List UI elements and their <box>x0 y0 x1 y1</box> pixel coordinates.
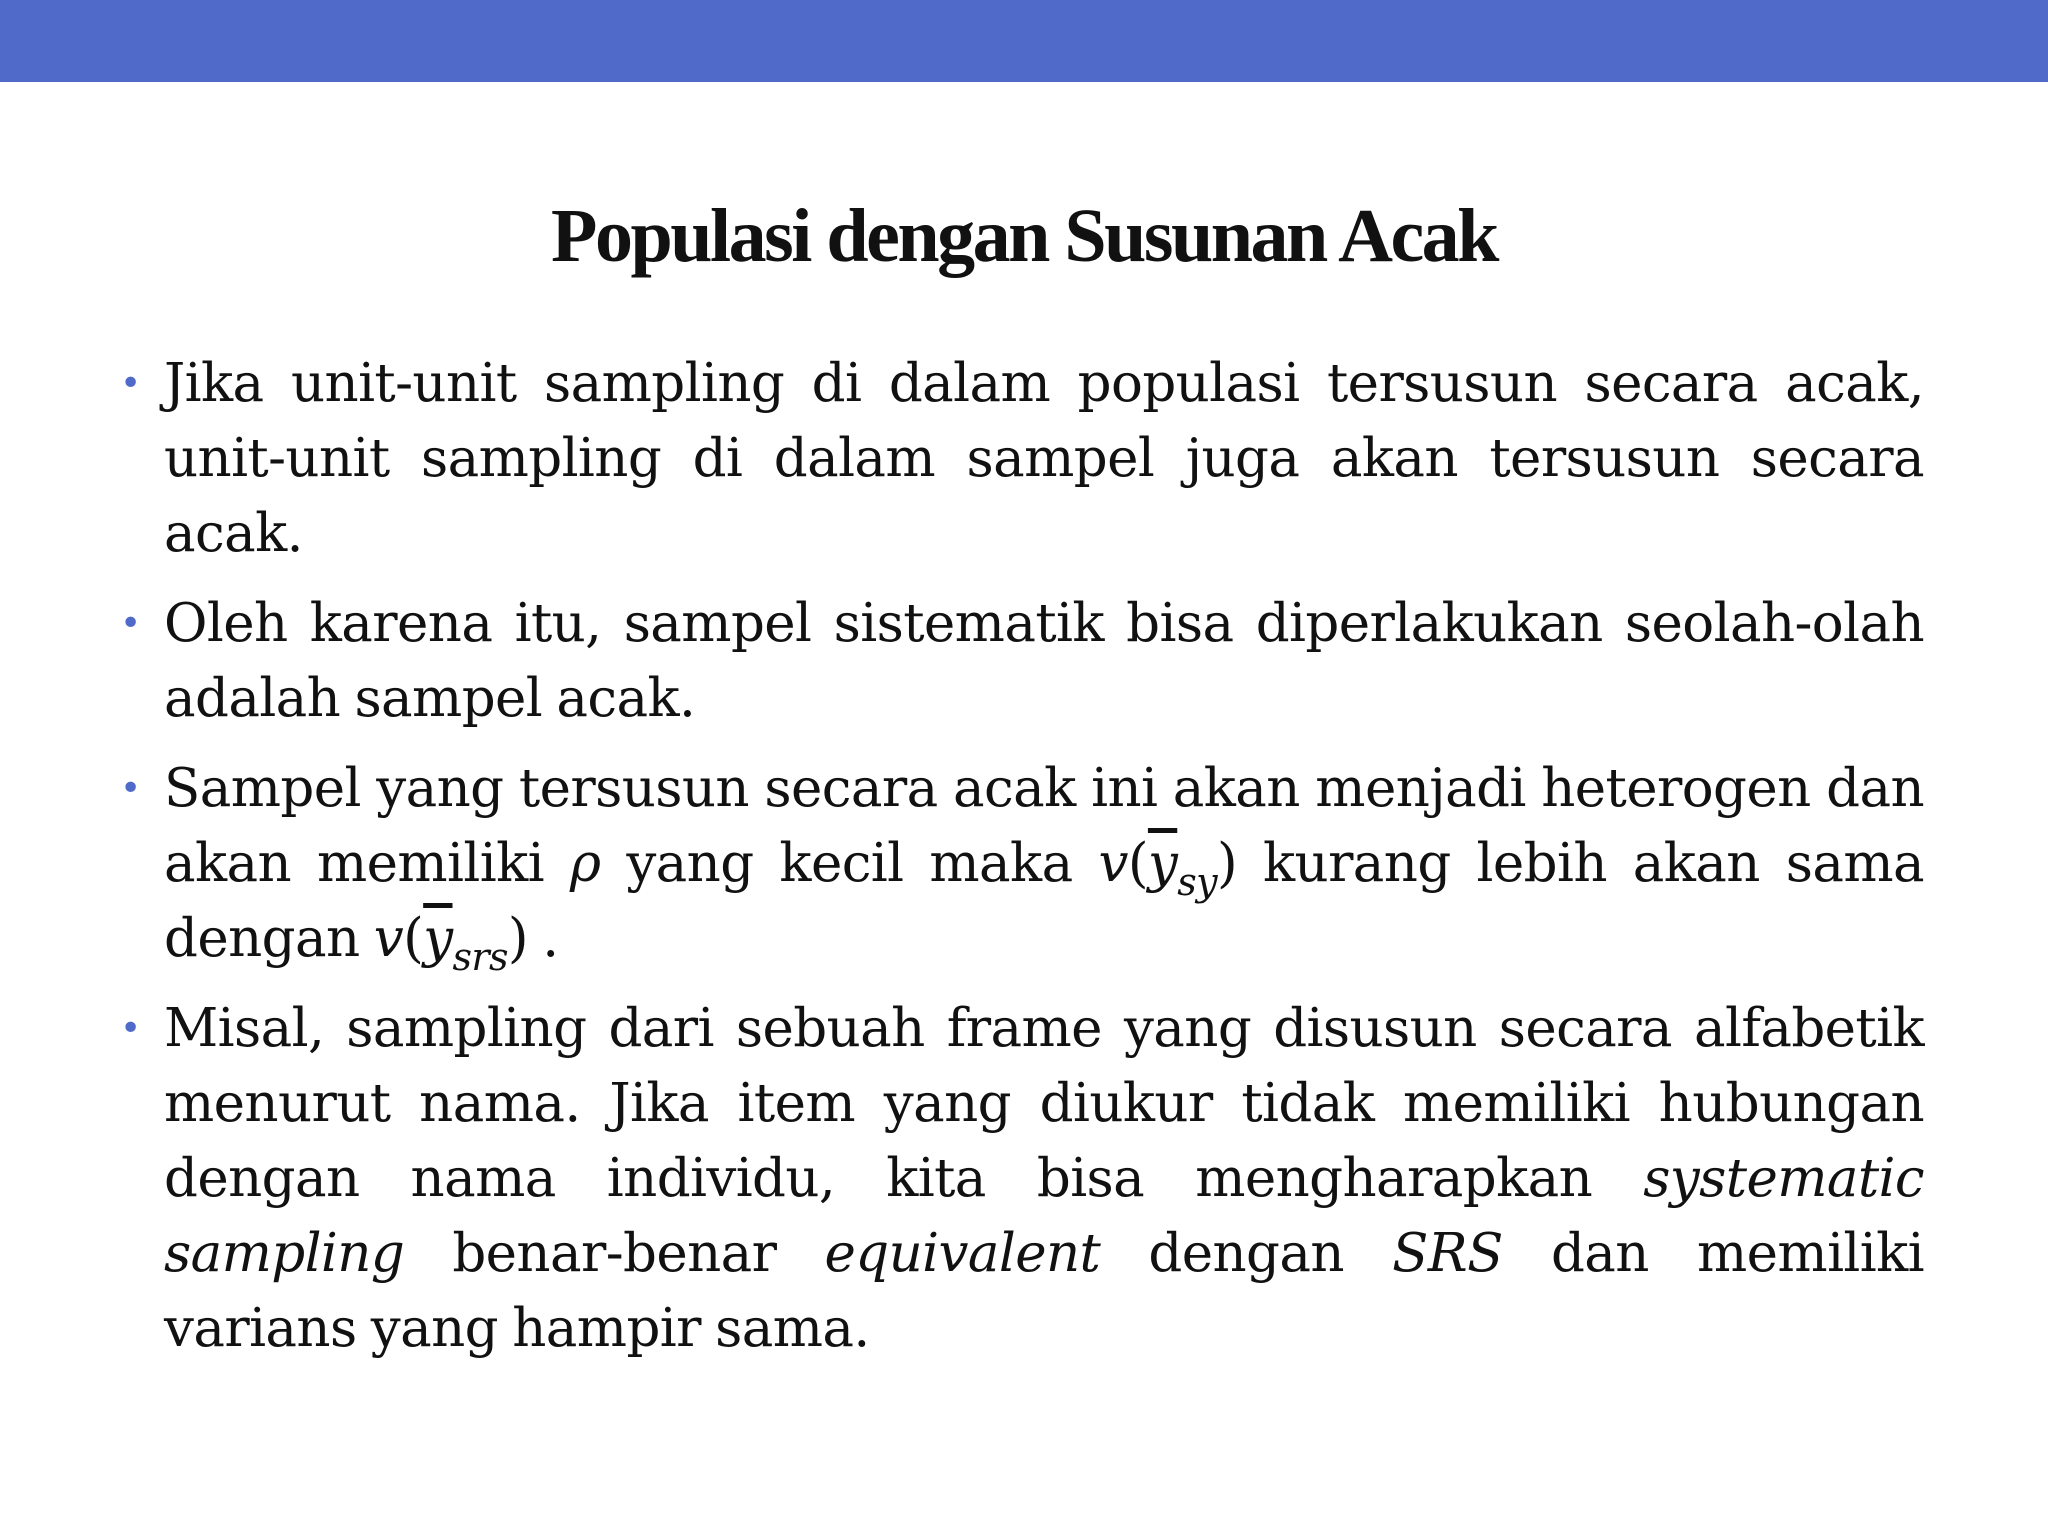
bullet-text: dengan <box>1100 1223 1393 1284</box>
formula-v: v <box>373 908 404 969</box>
bullet-text: benar-benar <box>404 1223 825 1284</box>
bullet-item-4 <box>118 991 1924 1366</box>
emphasis-term: SRS <box>1392 1223 1503 1284</box>
bullet-list <box>118 346 1924 1381</box>
bullet-dot-icon: • <box>120 363 141 404</box>
bullet-item-1 <box>118 346 1924 571</box>
formula-v: v <box>1098 833 1128 894</box>
bullet-item-2 <box>118 586 1924 736</box>
rho-symbol: ρ <box>569 833 601 894</box>
bullet-text: yang kecil maka <box>600 833 1099 894</box>
bullet-text: dan memiliki varians yang hampir sama. <box>164 1223 1925 1359</box>
formula-paren: ) <box>507 908 528 969</box>
formula-ybar: $\overline{y}$ <box>1147 833 1178 894</box>
formula-subscript: sy <box>1177 860 1218 904</box>
bullet-text: Jika unit-unit sampling di dalam populasi tersusun secara acak, unit-unit sampling di dalam sampel juga akan tersusun secara acak. <box>164 353 1924 564</box>
bullet-dot-icon: • <box>120 768 141 809</box>
formula-subscript: srs <box>452 935 508 979</box>
bullet-text: kurang lebih akan sama dengan <box>164 833 1924 969</box>
formula-paren: ( <box>1127 833 1148 894</box>
bullet-item-3 <box>118 751 1924 979</box>
bullet-text: Sampel yang tersusun secara acak ini akan menjadi heterogen dan akan memiliki <box>164 758 1924 894</box>
bullet-dot-icon: • <box>120 1008 141 1049</box>
bullet-dot-icon: • <box>120 603 141 644</box>
slide-title: Populasi dengan Susunan Acak <box>551 194 1497 278</box>
bullet-text: Oleh karena itu, sampel sistematik bisa diperlakukan seolah-olah adalah sampel acak. <box>164 593 1924 729</box>
variance-sy-formula <box>1098 833 1238 904</box>
bullet-text: Misal, sampling dari sebuah frame yang disusun secara alfabetik menurut nama. Jika item yang diukur tidak memiliki hubungan dengan nama individu, kita bisa mengharapkan <box>164 998 1924 1209</box>
formula-ybar: $\overline{y}$ <box>423 908 453 969</box>
bullet-text: . <box>527 908 559 969</box>
variance-srs-formula <box>373 908 528 979</box>
top-accent-bar <box>0 0 2048 82</box>
formula-paren: ) <box>1217 833 1238 894</box>
formula-paren: ( <box>403 908 424 969</box>
emphasis-term: equivalent <box>824 1223 1101 1284</box>
emphasis-term: systematic sampling <box>164 1148 1924 1284</box>
